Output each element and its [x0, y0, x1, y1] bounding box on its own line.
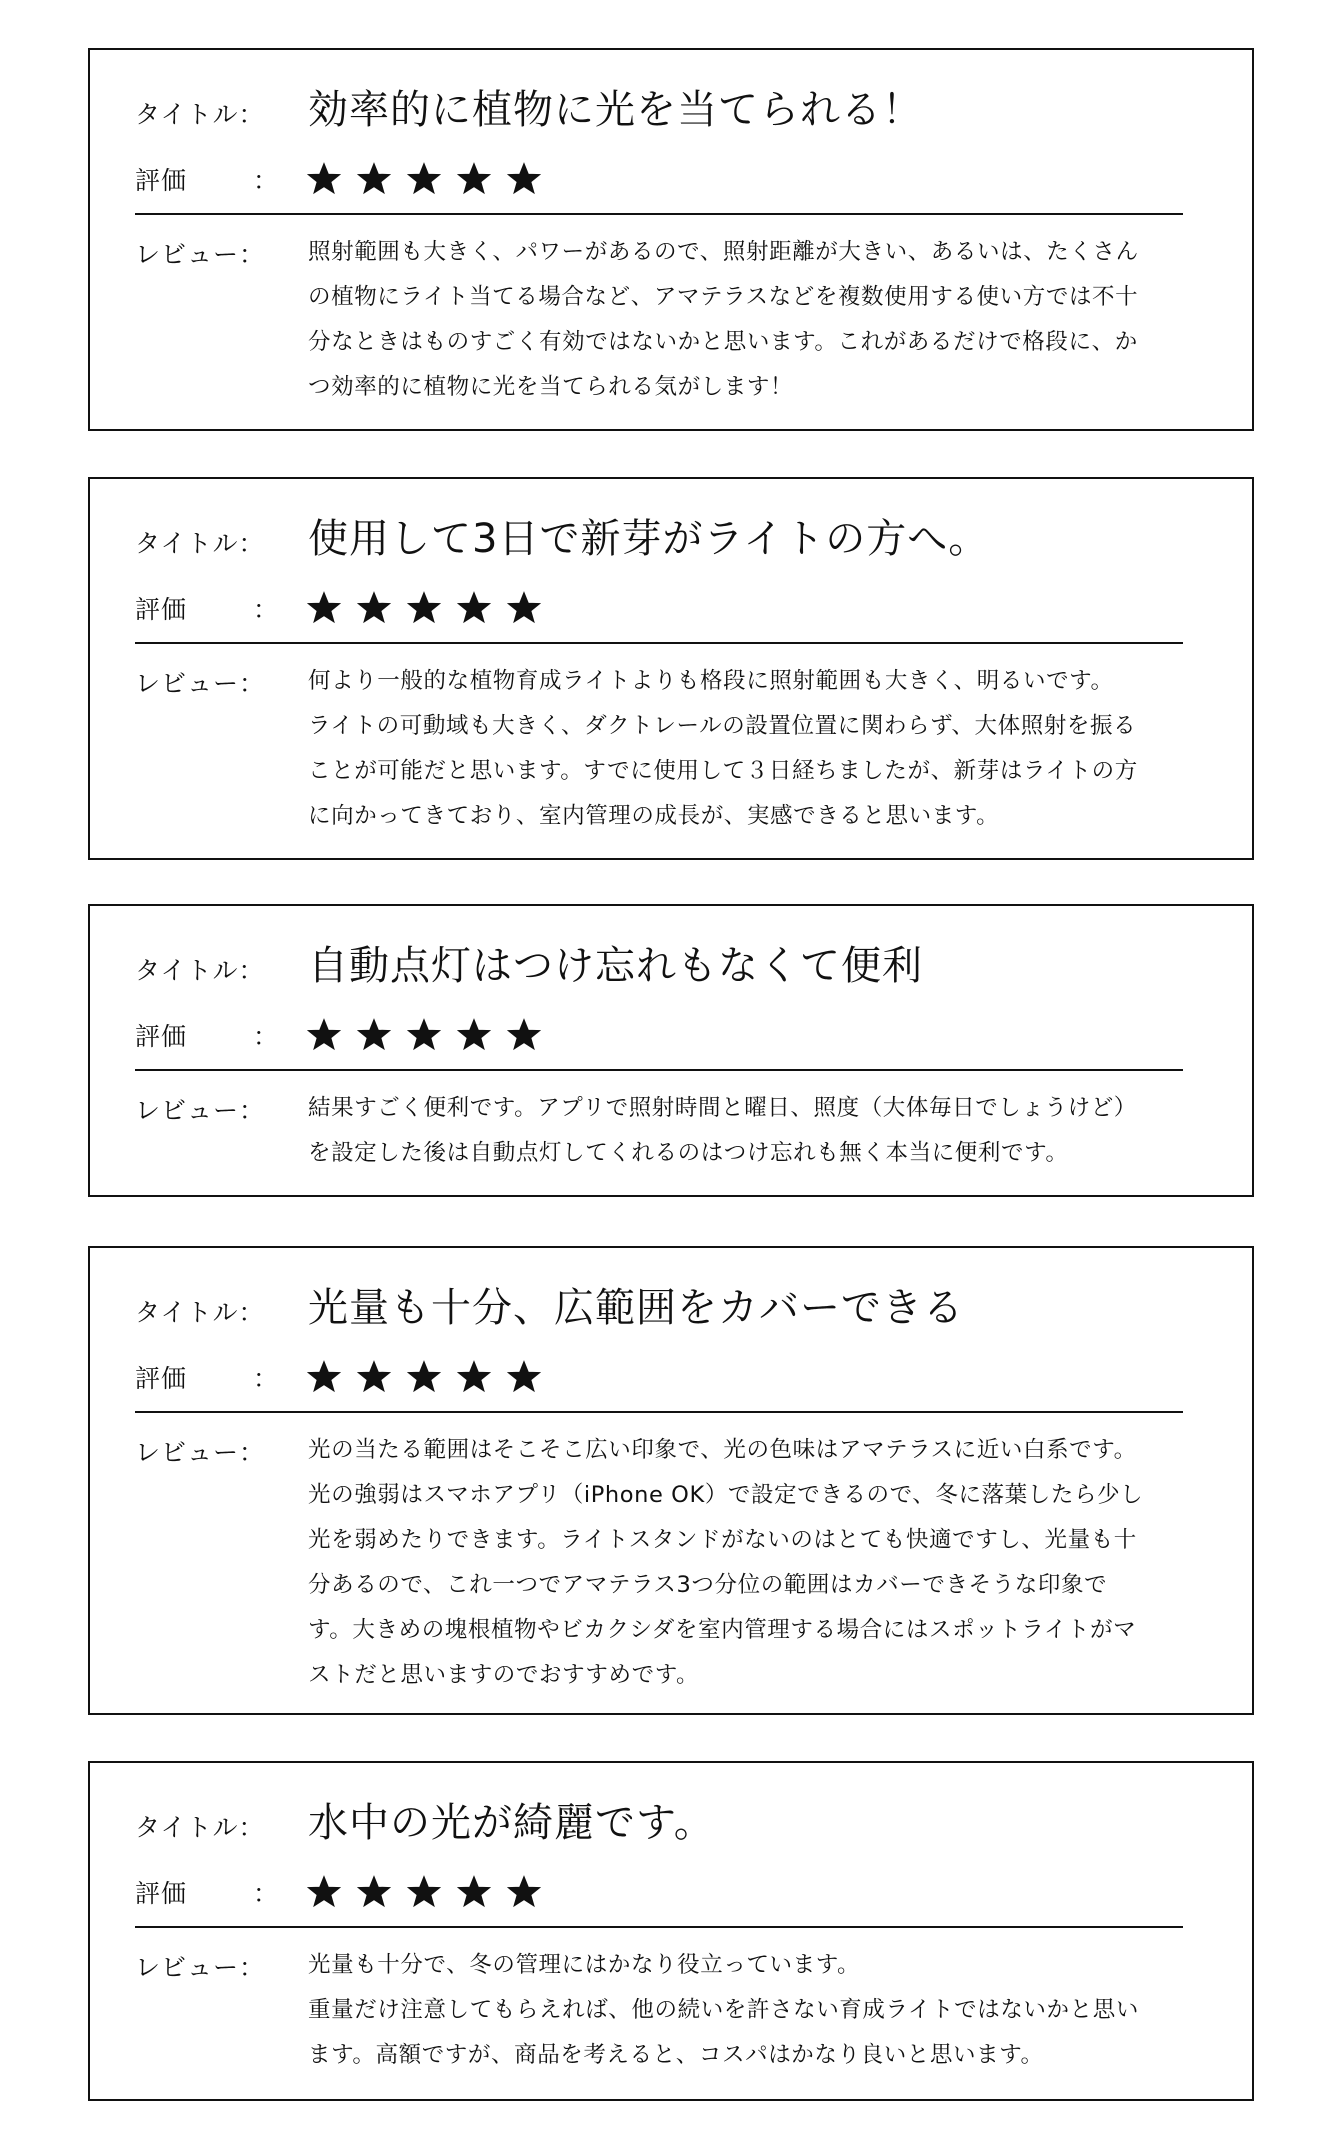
title-label: タイトル：: [135, 529, 265, 558]
star-icon: [507, 591, 541, 625]
review-line: 光の当たる範囲はそこそこ広い印象で、光の色味はアマテラスに近い白系です。: [308, 1437, 1137, 1463]
star-icon: [457, 591, 491, 625]
review-line: ライトの可動域も大きく、ダクトレールの設置位置に関わらず、大体照射を振る: [308, 713, 1137, 739]
star-rating: [307, 162, 541, 196]
title-label: タイトル：: [135, 956, 265, 985]
review-card: [88, 48, 1254, 431]
review-card: [88, 904, 1254, 1197]
rating-label: 評価: [135, 1364, 188, 1393]
review-title: 効率的に植物に光を当てられる！: [308, 87, 923, 133]
title-label: タイトル：: [135, 1813, 265, 1842]
rating-colon: ：: [253, 166, 279, 195]
star-icon: [407, 1875, 441, 1909]
review-line: ことが可能だと思います。すでに使用して３日経ちましたが、新芽はライトの方: [308, 758, 1138, 784]
review-line: 照射範囲も大きく、パワーがあるので、照射距離が大きい、あるいは、たくさん: [308, 239, 1139, 265]
review-body: [308, 230, 1188, 410]
star-icon: [457, 1018, 491, 1052]
star-icon: [357, 1018, 391, 1052]
review-line: を設定した後は自動点灯してくれるのはつけ忘れも無く本当に便利です。: [308, 1140, 1069, 1166]
review-line: ストだと思いますのでおすすめです。: [308, 1662, 700, 1688]
review-line: 光の強弱はスマホアプリ（iPhone OK）で設定できるので、冬に落葉したら少し: [308, 1482, 1144, 1508]
review-body: [308, 1086, 1188, 1176]
review-line: 何より一般的な植物育成ライトよりも格段に照射範囲も大きく、明るいです。: [308, 668, 1114, 694]
star-icon: [307, 1018, 341, 1052]
divider: [135, 642, 1183, 644]
review-card: [88, 1246, 1254, 1715]
star-rating: [307, 1360, 541, 1394]
divider: [135, 213, 1183, 215]
review-body: [308, 659, 1188, 839]
review-line: ます。高額ですが、商品を考えると、コスパはかなり良いと思います。: [308, 2042, 1044, 2068]
rating-label: 評価: [135, 166, 188, 195]
review-label: レビュー：: [135, 669, 266, 698]
review-title: 自動点灯はつけ忘れもなくて便利: [308, 943, 923, 989]
star-icon: [407, 1360, 441, 1394]
review-title: 使用して3日で新芽がライトの方へ。: [308, 516, 990, 562]
star-icon: [307, 162, 341, 196]
star-icon: [457, 1360, 491, 1394]
star-icon: [307, 1360, 341, 1394]
rating-colon: ：: [253, 1022, 279, 1051]
review-line: に向かってきており、室内管理の成長が、実感できると思います。: [308, 803, 1000, 829]
review-body: [308, 1428, 1188, 1698]
rating-colon: ：: [253, 595, 279, 624]
review-label: レビュー：: [135, 240, 266, 269]
star-rating: [307, 1018, 541, 1052]
review-card: [88, 477, 1254, 860]
review-label: レビュー：: [135, 1438, 266, 1467]
review-card: [88, 1761, 1254, 2101]
divider: [135, 1069, 1183, 1071]
divider: [135, 1926, 1183, 1928]
star-icon: [357, 1360, 391, 1394]
rating-label: 評価: [135, 595, 188, 624]
title-label: タイトル：: [135, 1298, 265, 1327]
star-icon: [307, 591, 341, 625]
review-line: つ効率的に植物に光を当てられる気がします！: [308, 374, 794, 400]
review-line: 分あるので、これ一つでアマテラス3つ分位の範囲はカバーできそうな印象で: [308, 1572, 1108, 1598]
star-icon: [407, 162, 441, 196]
star-icon: [507, 1875, 541, 1909]
review-label: レビュー：: [135, 1953, 266, 1982]
star-icon: [407, 591, 441, 625]
title-label: タイトル：: [135, 100, 265, 129]
review-line: 重量だけ注意してもらえれば、他の続いを許さない育成ライトではないかと思い: [308, 1997, 1139, 2023]
star-icon: [407, 1018, 441, 1052]
rating-label: 評価: [135, 1022, 188, 1051]
star-icon: [507, 162, 541, 196]
star-rating: [307, 591, 541, 625]
star-icon: [307, 1875, 341, 1909]
review-line: 分なときはものすごく有効ではないかと思います。これがあるだけで格段に、か: [308, 329, 1138, 355]
star-icon: [357, 591, 391, 625]
star-icon: [357, 162, 391, 196]
review-line: 光を弱めたりできます。ライトスタンドがないのはとても快適ですし、光量も十: [308, 1527, 1137, 1553]
rating-colon: ：: [253, 1879, 279, 1908]
review-title: 水中の光が綺麗です。: [308, 1800, 715, 1846]
review-line: の植物にライト当てる場合など、アマテラスなどを複数使用する使い方では不十: [308, 284, 1139, 310]
star-icon: [507, 1018, 541, 1052]
review-label: レビュー：: [135, 1096, 266, 1125]
divider: [135, 1411, 1183, 1413]
star-icon: [457, 1875, 491, 1909]
star-icon: [457, 162, 491, 196]
review-line: す。大きめの塊根植物やビカクシダを室内管理する場合にはスポットライトがマ: [308, 1617, 1137, 1643]
rating-label: 評価: [135, 1879, 188, 1908]
star-icon: [357, 1875, 391, 1909]
review-line: 光量も十分で、冬の管理にはかなり役立っています。: [308, 1952, 861, 1978]
star-rating: [307, 1875, 541, 1909]
review-title: 光量も十分、広範囲をカバーできる: [308, 1285, 964, 1331]
star-icon: [507, 1360, 541, 1394]
review-line: 結果すごく便利です。アプリで照射時間と曜日、照度（大体毎日でしょうけど）: [308, 1095, 1137, 1121]
review-body: [308, 1943, 1188, 2078]
rating-colon: ：: [253, 1364, 279, 1393]
